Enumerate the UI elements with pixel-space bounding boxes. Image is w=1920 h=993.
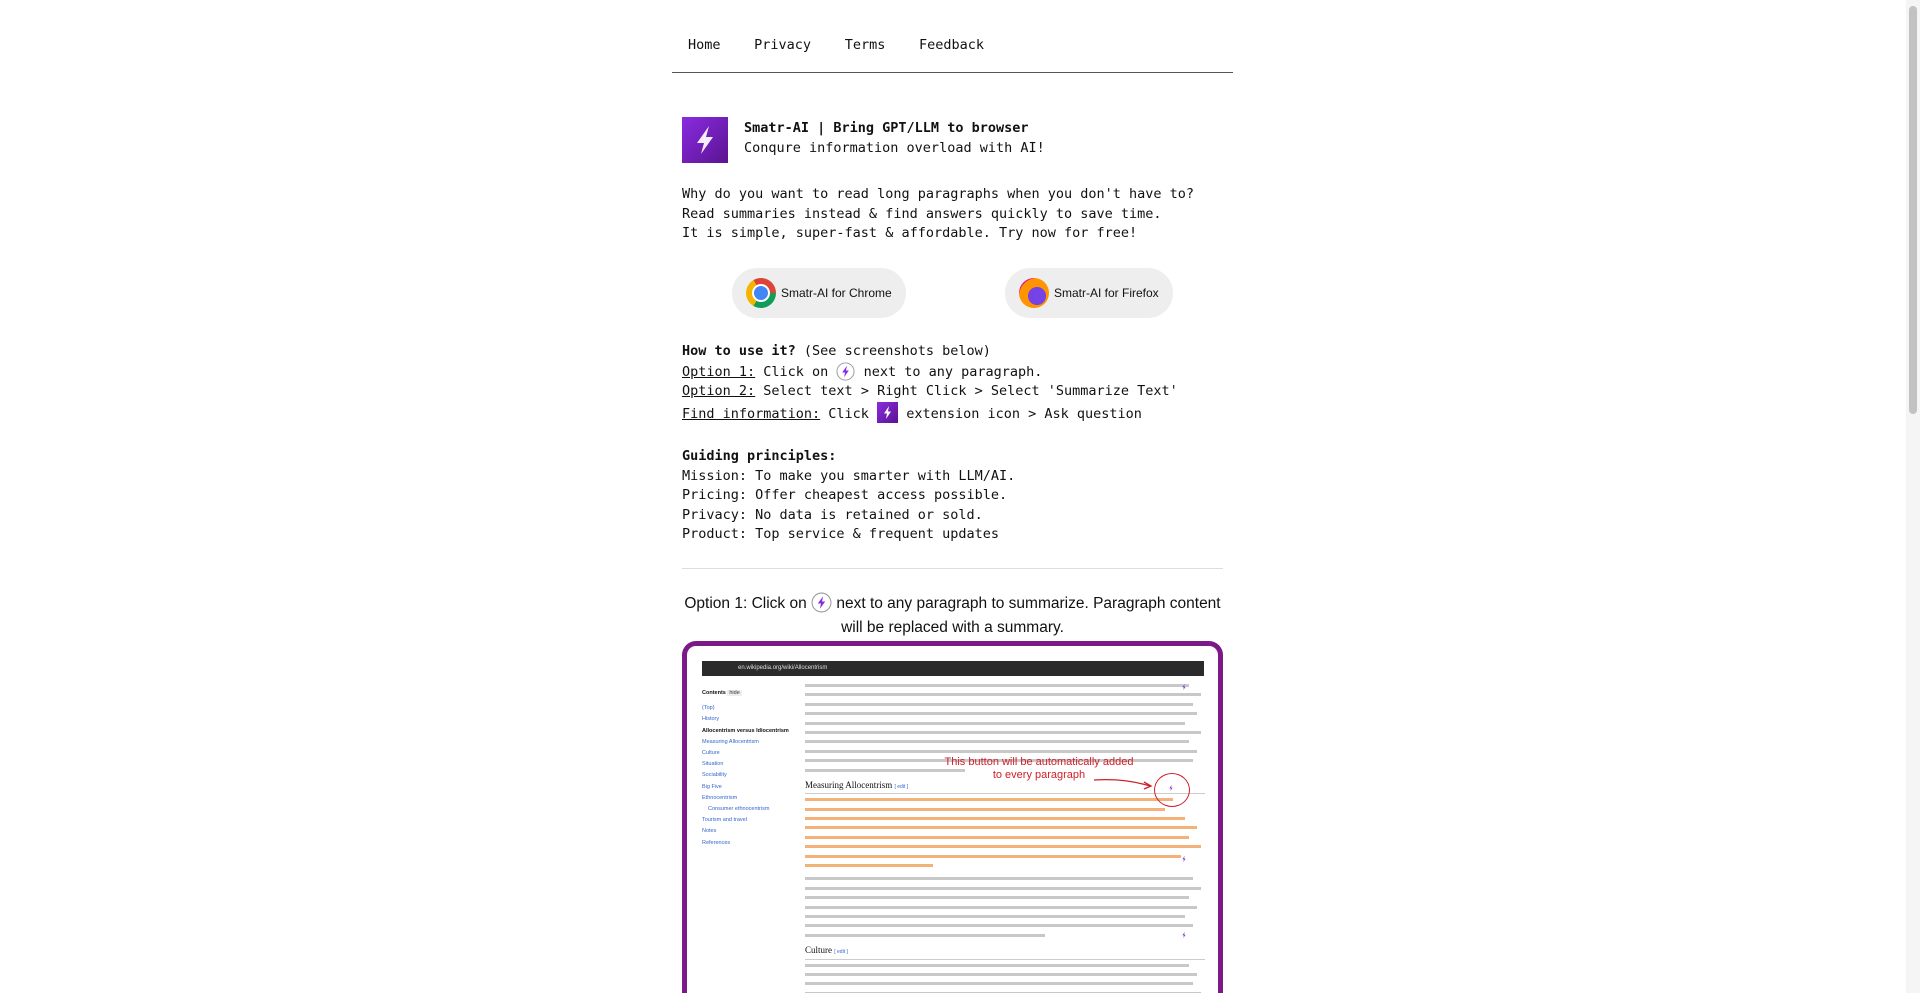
option1-text: Click on xyxy=(755,363,837,380)
toc-item: References xyxy=(702,839,731,846)
how-heading-note: (See screenshots below) xyxy=(795,343,991,359)
highlighted-paragraph xyxy=(805,798,1205,871)
extension-bolt-icon xyxy=(877,402,898,423)
toc-item: Measuring Allocentrism xyxy=(702,738,759,745)
intro-line: It is simple, super-fast & affordable. Try now for free! xyxy=(682,225,1138,241)
chrome-button-label: Smatr-AI for Chrome xyxy=(781,286,892,300)
toc-item: Ethnocentrism xyxy=(702,794,738,801)
toc-item: History xyxy=(702,716,720,723)
intro-line: Read summaries instead & find answers quickly to save time. xyxy=(682,205,1162,222)
guiding-principles xyxy=(682,447,1015,545)
principles-heading: Guiding principles: xyxy=(682,448,837,464)
brand-title: Smatr-AI | Bring GPT/LLM to browser xyxy=(744,120,1029,136)
option1-text-end: next to any paragraph. xyxy=(855,363,1043,380)
summarize-bolt-icon xyxy=(811,592,832,613)
find-info-text-end: extension icon > Ask question xyxy=(898,405,1142,422)
top-nav xyxy=(672,28,1233,73)
wiki-article xyxy=(805,682,1205,993)
summarize-bolt-icon xyxy=(836,362,855,381)
principle-item: Pricing: Offer cheapest access possible. xyxy=(682,487,1008,503)
toc-item: (Top) xyxy=(702,705,715,712)
paragraph-bolt-icon xyxy=(1167,784,1175,792)
nav-home-link[interactable]: Home xyxy=(688,37,721,53)
smatr-logo-icon xyxy=(682,117,728,163)
caption-text: Option 1: Click on xyxy=(684,595,812,612)
find-info-text: Click xyxy=(820,405,878,422)
toc-item: Consumer ethnocentrism xyxy=(708,806,770,813)
caption-text-end: next to any paragraph to summarize. Paragraph content will be replaced with a summary. xyxy=(832,595,1221,636)
principle-item: Mission: To make you smarter with LLM/AI. xyxy=(682,467,1016,484)
how-to-use xyxy=(682,342,1178,424)
nav-privacy-link[interactable]: Privacy xyxy=(754,37,812,53)
intro-line: Why do you want to read long paragraphs when you don't have to? xyxy=(682,186,1195,202)
principle-item: Product: Top service & frequent updates xyxy=(682,526,999,542)
edit-link: [ edit ] xyxy=(894,783,909,790)
nav-feedback-link[interactable]: Feedback xyxy=(918,37,985,53)
option2-text: Select text > Right Click > Select 'Summarize Text' xyxy=(755,383,1178,399)
wiki-contents xyxy=(702,688,797,849)
example-screenshot xyxy=(682,641,1223,993)
how-heading: How to use it? xyxy=(682,343,796,359)
toc-item: Sociability xyxy=(702,772,727,779)
toc-item: Situation xyxy=(702,761,724,768)
divider xyxy=(682,568,1223,569)
intro-text xyxy=(682,185,1194,244)
page-scrollbar[interactable] xyxy=(1906,0,1920,993)
paragraph-block xyxy=(805,877,1205,941)
toc-item: Tourism and travel xyxy=(702,817,747,824)
toc-item: Notes xyxy=(702,828,717,835)
section-heading: Culture xyxy=(805,945,832,956)
paragraph-bolt-icon xyxy=(1180,931,1188,939)
toc-item: Culture xyxy=(702,750,720,757)
find-info-label: Find information: xyxy=(682,405,821,422)
screenshot-caption xyxy=(682,592,1223,640)
option1-label: Option 1: xyxy=(682,363,756,380)
nav-terms-link[interactable]: Terms xyxy=(844,37,886,53)
section-heading: Measuring Allocentrism xyxy=(805,779,893,790)
paragraph-block xyxy=(805,964,1205,993)
firefox-extension-button[interactable] xyxy=(1005,268,1173,318)
paragraph-bolt-icon xyxy=(1180,855,1188,863)
url-text: en.wikipedia.org/wiki/Allocentrism xyxy=(738,665,828,671)
browser-url-bar xyxy=(702,661,1204,676)
edit-link: [ edit ] xyxy=(834,949,848,956)
paragraph-bolt-icon xyxy=(1180,683,1188,691)
toc-title: Contents xyxy=(702,690,726,696)
toc-item: Big Five xyxy=(702,783,722,790)
toc-item: Allocentrism versus Idiocentrism xyxy=(702,727,789,734)
firefox-button-label: Smatr-AI for Firefox xyxy=(1054,286,1159,300)
annotation-arrow-icon xyxy=(1092,776,1154,790)
principle-item: Privacy: No data is retained or sold. xyxy=(682,506,983,523)
firefox-icon xyxy=(1019,278,1049,308)
brand-tagline: Conqure information overload with AI! xyxy=(744,139,1045,156)
toc-hide: hide xyxy=(729,690,740,696)
scrollbar-thumb[interactable] xyxy=(1909,6,1917,414)
annotation-text: This button will be automatically added to every paragraph xyxy=(944,756,1134,781)
chrome-icon xyxy=(746,278,776,308)
chrome-extension-button[interactable] xyxy=(732,268,906,318)
option2-label: Option 2: xyxy=(682,383,756,399)
